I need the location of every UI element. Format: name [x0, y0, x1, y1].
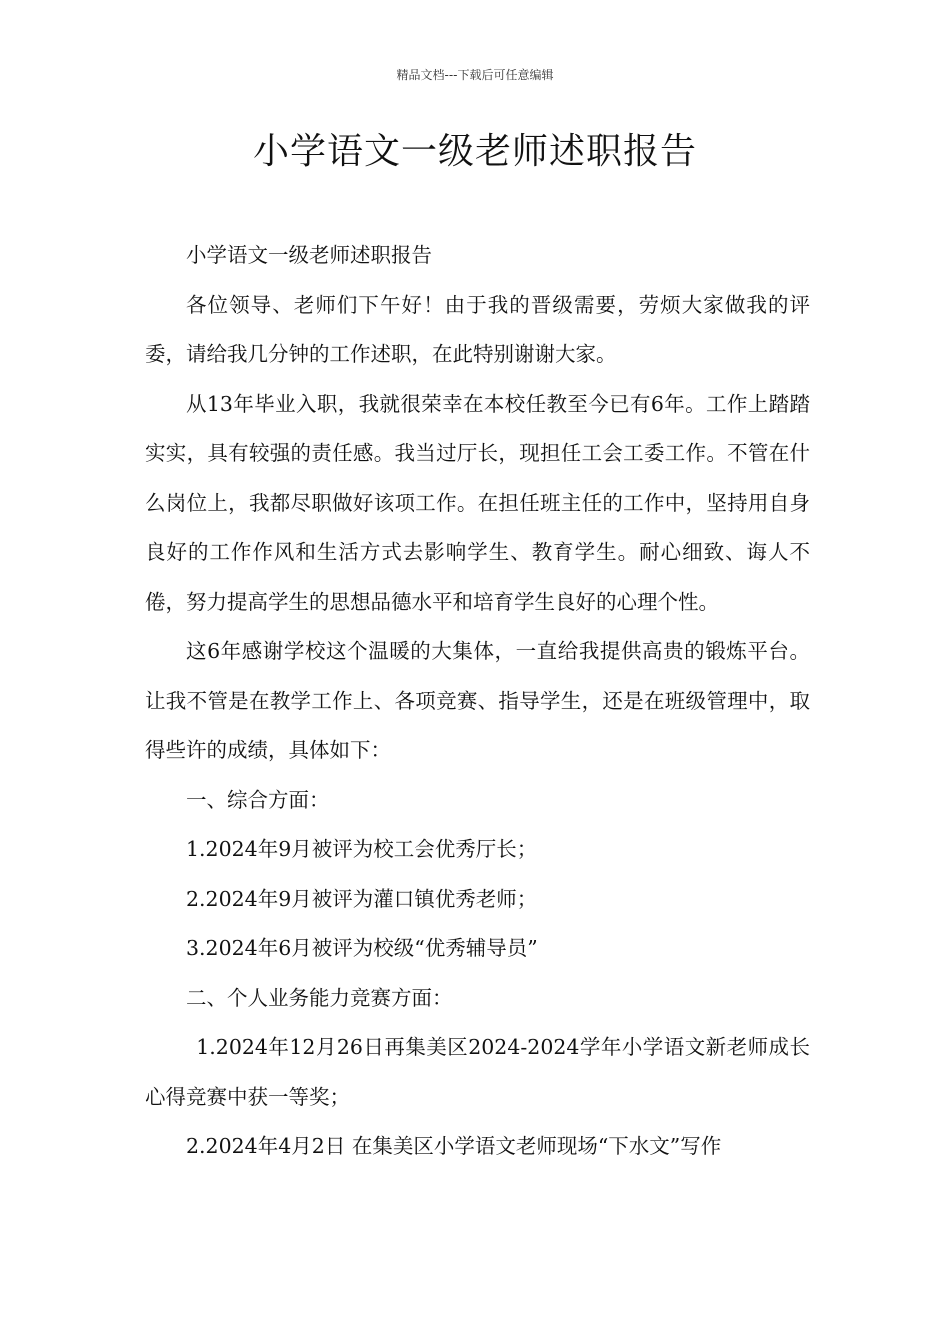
header-note: 精品文档---下载后可任意编辑 — [396, 68, 554, 82]
thanks-paragraph: 这6年感谢学校这个温暖的大集体，一直给我提供高贵的锻炼平台。让我不管是在教学工作上、各项竞赛、指导学生，还是在班级管理中，取得些许的成绩，具体如下： — [145, 639, 810, 762]
list-item: 2.2024年4月2日 在集美区小学语文老师现场“下水文”写作 — [186, 1134, 722, 1158]
list-item: 1.2024年9月被评为校工会优秀厅长； — [186, 837, 538, 861]
document-body — [145, 231, 810, 1172]
greeting-paragraph: 各位领导、老师们下午好！由于我的晋级需要，劳烦大家做我的评委，请给我几分钟的工作述职，在此特别谢谢大家。 — [145, 292, 810, 366]
list-item: 2.2024年9月被评为灌口镇优秀老师； — [186, 886, 538, 911]
experience-paragraph: 从13年毕业入职，我就很荣幸在本校任教至今已有6年。工作上踏踏实实，具有较强的责任感。我当过厅长，现担任工会工委工作。不管在什么岗位上，我都尽职做好该项工作。在担任班主任的工作中，坚持用自身良好的工作作风和生活方式去影响学生、教育学生。耐心细致、诲人不倦，努力提高学生的思想品德水平和培育学生良好的心理个性。 — [145, 391, 810, 614]
list-item: 1.2024年12月26日再集美区2024-2024学年小学语文新老师成长心得竞赛中获一等奖； — [145, 1035, 810, 1109]
section-heading-competition: 二、个人业务能力竞赛方面： — [186, 985, 453, 1010]
section-heading-general: 一、综合方面： — [186, 787, 330, 812]
subtitle-paragraph: 小学语文一级老师述职报告 — [186, 243, 432, 267]
list-item: 3.2024年6月被评为校级“优秀辅导员” — [186, 936, 538, 960]
document-title: 小学语文一级老师述职报告 — [252, 131, 697, 172]
